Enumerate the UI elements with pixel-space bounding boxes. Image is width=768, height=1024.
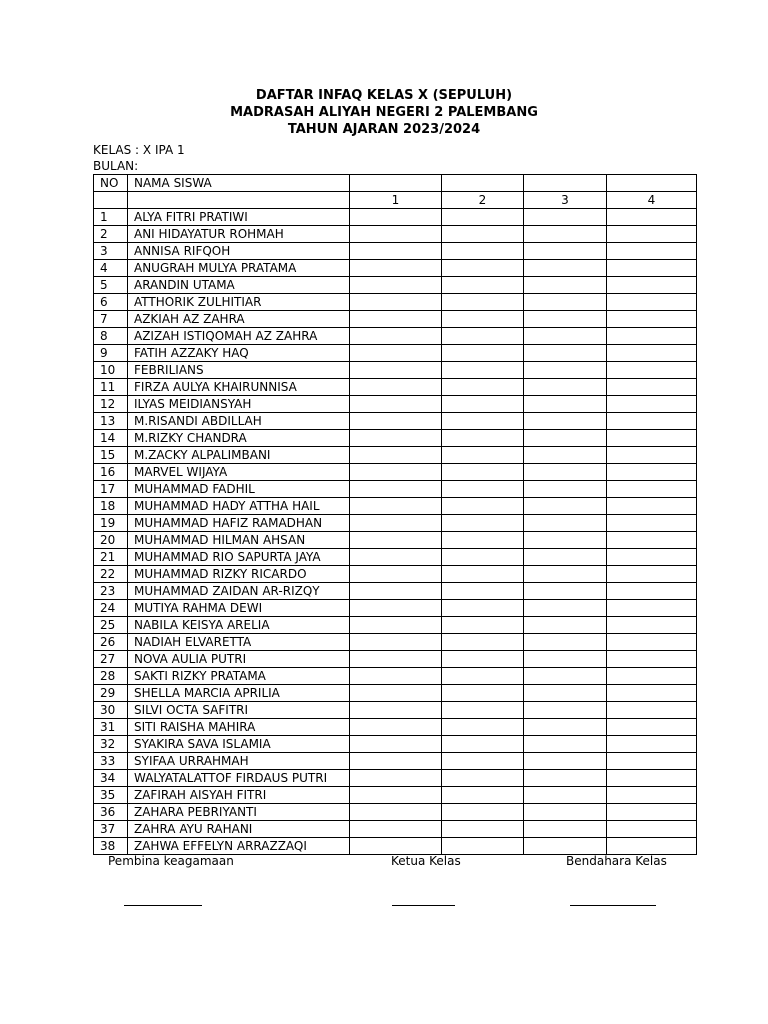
week-3-cell — [524, 498, 607, 515]
week-3-cell — [524, 379, 607, 396]
row-number: 26 — [94, 634, 128, 651]
table-cell — [524, 175, 607, 192]
row-number: 19 — [94, 515, 128, 532]
week-1-cell — [350, 532, 442, 549]
student-name: MUTIYA RAHMA DEWI — [128, 600, 350, 617]
student-name: FEBRILIANS — [128, 362, 350, 379]
table-row — [94, 753, 697, 770]
week-1-header: 1 — [350, 192, 442, 209]
row-number: 10 — [94, 362, 128, 379]
table-row — [94, 243, 697, 260]
row-number: 38 — [94, 838, 128, 855]
week-3-cell — [524, 685, 607, 702]
row-number: 5 — [94, 277, 128, 294]
week-2-cell — [442, 804, 524, 821]
week-4-cell — [607, 209, 697, 226]
table-row — [94, 209, 697, 226]
row-number: 6 — [94, 294, 128, 311]
row-number: 25 — [94, 617, 128, 634]
student-name: ANNISA RIFQOH — [128, 243, 350, 260]
week-4-cell — [607, 668, 697, 685]
week-4-cell — [607, 838, 697, 855]
student-name: ZAFIRAH AISYAH FITRI — [128, 787, 350, 804]
table-cell — [350, 175, 442, 192]
row-number: 36 — [94, 804, 128, 821]
signature-ketua-line — [392, 905, 455, 906]
week-1-cell — [350, 328, 442, 345]
row-number: 29 — [94, 685, 128, 702]
student-name: SILVI OCTA SAFITRI — [128, 702, 350, 719]
week-1-cell — [350, 770, 442, 787]
week-2-cell — [442, 583, 524, 600]
table-row — [94, 532, 697, 549]
row-number: 28 — [94, 668, 128, 685]
week-2-cell — [442, 430, 524, 447]
student-name: M.RISANDI ABDILLAH — [128, 413, 350, 430]
table-row — [94, 260, 697, 277]
week-4-cell — [607, 345, 697, 362]
week-1-cell — [350, 226, 442, 243]
week-2-cell — [442, 532, 524, 549]
week-1-cell — [350, 515, 442, 532]
student-name: MUHAMMAD FADHIL — [128, 481, 350, 498]
week-1-cell — [350, 498, 442, 515]
table-row — [94, 294, 697, 311]
signature-pembina-label: Pembina keagamaan — [108, 854, 234, 868]
row-number: 12 — [94, 396, 128, 413]
row-number: 27 — [94, 651, 128, 668]
week-3-header: 3 — [524, 192, 607, 209]
row-number: 30 — [94, 702, 128, 719]
week-2-header: 2 — [442, 192, 524, 209]
week-3-cell — [524, 209, 607, 226]
student-name: MUHAMMAD ZAIDAN AR-RIZQY — [128, 583, 350, 600]
student-name: MUHAMMAD RIO SAPURTA JAYA — [128, 549, 350, 566]
table-row — [94, 464, 697, 481]
week-3-cell — [524, 651, 607, 668]
student-name: ZAHARA PEBRIYANTI — [128, 804, 350, 821]
week-3-cell — [524, 464, 607, 481]
week-2-cell — [442, 668, 524, 685]
week-2-cell — [442, 396, 524, 413]
week-3-cell — [524, 481, 607, 498]
week-1-cell — [350, 804, 442, 821]
student-name: MUHAMMAD HAFIZ RAMADHAN — [128, 515, 350, 532]
week-2-cell — [442, 345, 524, 362]
week-4-cell — [607, 413, 697, 430]
week-3-cell — [524, 413, 607, 430]
week-3-cell — [524, 260, 607, 277]
table-cell — [128, 192, 350, 209]
week-4-cell — [607, 447, 697, 464]
week-2-cell — [442, 838, 524, 855]
week-3-cell — [524, 804, 607, 821]
week-2-cell — [442, 464, 524, 481]
student-name: ARANDIN UTAMA — [128, 277, 350, 294]
week-1-cell — [350, 617, 442, 634]
week-2-cell — [442, 702, 524, 719]
week-4-cell — [607, 515, 697, 532]
week-2-cell — [442, 209, 524, 226]
table-row — [94, 549, 697, 566]
student-name: FIRZA AULYA KHAIRUNNISA — [128, 379, 350, 396]
signature-pembina-line — [124, 905, 202, 906]
row-number: 32 — [94, 736, 128, 753]
table-row — [94, 821, 697, 838]
table-header-row — [94, 175, 697, 192]
week-1-cell — [350, 396, 442, 413]
week-1-cell — [350, 685, 442, 702]
week-4-cell — [607, 770, 697, 787]
table-row — [94, 226, 697, 243]
week-3-cell — [524, 277, 607, 294]
table-row — [94, 345, 697, 362]
student-name: MUHAMMAD HILMAN AHSAN — [128, 532, 350, 549]
student-name: ANI HIDAYATUR ROHMAH — [128, 226, 350, 243]
week-header-row — [94, 192, 697, 209]
week-4-cell — [607, 787, 697, 804]
student-name: ZAHWA EFFELYN ARRAZZAQI — [128, 838, 350, 855]
row-number: 3 — [94, 243, 128, 260]
week-1-cell — [350, 583, 442, 600]
title-line-1: DAFTAR INFAQ KELAS X (SEPULUH) — [255, 88, 513, 103]
week-4-cell — [607, 821, 697, 838]
header-no: NO — [94, 175, 128, 192]
week-2-cell — [442, 651, 524, 668]
row-number: 22 — [94, 566, 128, 583]
row-number: 34 — [94, 770, 128, 787]
week-2-cell — [442, 770, 524, 787]
week-2-cell — [442, 617, 524, 634]
week-1-cell — [350, 379, 442, 396]
student-name: WALYATALATTOF FIRDAUS PUTRI — [128, 770, 350, 787]
week-2-cell — [442, 515, 524, 532]
student-name: ANUGRAH MULYA PRATAMA — [128, 260, 350, 277]
week-4-cell — [607, 549, 697, 566]
row-number: 33 — [94, 753, 128, 770]
week-1-cell — [350, 821, 442, 838]
week-2-cell — [442, 719, 524, 736]
week-1-cell — [350, 294, 442, 311]
table-row — [94, 634, 697, 651]
week-1-cell — [350, 209, 442, 226]
week-3-cell — [524, 294, 607, 311]
table-row — [94, 498, 697, 515]
document-title — [0, 87, 768, 138]
week-2-cell — [442, 226, 524, 243]
week-4-cell — [607, 396, 697, 413]
table-row — [94, 515, 697, 532]
row-number: 20 — [94, 532, 128, 549]
table-row — [94, 413, 697, 430]
student-name: AZIZAH ISTIQOMAH AZ ZAHRA — [128, 328, 350, 345]
week-4-cell — [607, 651, 697, 668]
week-1-cell — [350, 362, 442, 379]
week-1-cell — [350, 651, 442, 668]
week-2-cell — [442, 600, 524, 617]
week-4-cell — [607, 498, 697, 515]
week-3-cell — [524, 430, 607, 447]
infaq-table — [93, 174, 697, 855]
week-2-cell — [442, 294, 524, 311]
student-name: AZKIAH AZ ZAHRA — [128, 311, 350, 328]
row-number: 37 — [94, 821, 128, 838]
week-1-cell — [350, 787, 442, 804]
week-4-cell — [607, 736, 697, 753]
week-3-cell — [524, 532, 607, 549]
student-name: M.RIZKY CHANDRA — [128, 430, 350, 447]
week-4-header: 4 — [607, 192, 697, 209]
week-2-cell — [442, 753, 524, 770]
student-name: ATTHORIK ZULHITIAR — [128, 294, 350, 311]
week-1-cell — [350, 447, 442, 464]
week-4-cell — [607, 804, 697, 821]
week-4-cell — [607, 617, 697, 634]
row-number: 7 — [94, 311, 128, 328]
table-row — [94, 430, 697, 447]
title-line-2: MADRASAH ALIYAH NEGERI 2 PALEMBANG — [230, 105, 538, 120]
week-2-cell — [442, 481, 524, 498]
week-3-cell — [524, 634, 607, 651]
week-3-cell — [524, 447, 607, 464]
table-row — [94, 617, 697, 634]
week-3-cell — [524, 549, 607, 566]
week-2-cell — [442, 549, 524, 566]
week-1-cell — [350, 736, 442, 753]
week-4-cell — [607, 260, 697, 277]
row-number: 11 — [94, 379, 128, 396]
row-number: 1 — [94, 209, 128, 226]
week-3-cell — [524, 243, 607, 260]
table-row — [94, 685, 697, 702]
table-cell — [607, 175, 697, 192]
week-4-cell — [607, 600, 697, 617]
table-row — [94, 668, 697, 685]
week-3-cell — [524, 362, 607, 379]
week-3-cell — [524, 226, 607, 243]
week-1-cell — [350, 634, 442, 651]
week-4-cell — [607, 464, 697, 481]
week-4-cell — [607, 362, 697, 379]
row-number: 14 — [94, 430, 128, 447]
table-row — [94, 838, 697, 855]
week-2-cell — [442, 566, 524, 583]
row-number: 15 — [94, 447, 128, 464]
week-4-cell — [607, 481, 697, 498]
row-number: 31 — [94, 719, 128, 736]
week-3-cell — [524, 838, 607, 855]
week-3-cell — [524, 600, 607, 617]
student-name: MARVEL WIJAYA — [128, 464, 350, 481]
week-3-cell — [524, 702, 607, 719]
week-2-cell — [442, 821, 524, 838]
week-2-cell — [442, 379, 524, 396]
month-label: BULAN: — [93, 159, 139, 173]
table-row — [94, 804, 697, 821]
row-number: 24 — [94, 600, 128, 617]
table-row — [94, 787, 697, 804]
row-number: 35 — [94, 787, 128, 804]
week-3-cell — [524, 345, 607, 362]
week-4-cell — [607, 753, 697, 770]
week-1-cell — [350, 464, 442, 481]
table-row — [94, 447, 697, 464]
student-name: NABILA KEISYA ARELIA — [128, 617, 350, 634]
week-2-cell — [442, 498, 524, 515]
student-name: FATIH AZZAKY HAQ — [128, 345, 350, 362]
row-number: 2 — [94, 226, 128, 243]
table-row — [94, 770, 697, 787]
student-name: SAKTI RIZKY PRATAMA — [128, 668, 350, 685]
week-3-cell — [524, 736, 607, 753]
table-row — [94, 311, 697, 328]
row-number: 16 — [94, 464, 128, 481]
student-name: MUHAMMAD HADY ATTHA HAIL — [128, 498, 350, 515]
week-1-cell — [350, 719, 442, 736]
student-name: SHELLA MARCIA APRILIA — [128, 685, 350, 702]
student-name: SITI RAISHA MAHIRA — [128, 719, 350, 736]
week-1-cell — [350, 668, 442, 685]
week-1-cell — [350, 753, 442, 770]
row-number: 21 — [94, 549, 128, 566]
week-1-cell — [350, 566, 442, 583]
week-2-cell — [442, 736, 524, 753]
week-2-cell — [442, 634, 524, 651]
table-row — [94, 362, 697, 379]
week-1-cell — [350, 430, 442, 447]
week-4-cell — [607, 430, 697, 447]
week-4-cell — [607, 634, 697, 651]
header-name: NAMA SISWA — [128, 175, 350, 192]
student-name: ALYA FITRI PRATIWI — [128, 209, 350, 226]
student-name: MUHAMMAD RIZKY RICARDO — [128, 566, 350, 583]
week-4-cell — [607, 311, 697, 328]
week-3-cell — [524, 396, 607, 413]
week-4-cell — [607, 702, 697, 719]
row-number: 17 — [94, 481, 128, 498]
week-1-cell — [350, 549, 442, 566]
table-row — [94, 651, 697, 668]
table-row — [94, 566, 697, 583]
row-number: 9 — [94, 345, 128, 362]
week-1-cell — [350, 600, 442, 617]
week-4-cell — [607, 243, 697, 260]
week-2-cell — [442, 447, 524, 464]
table-row — [94, 396, 697, 413]
table-row — [94, 702, 697, 719]
week-2-cell — [442, 260, 524, 277]
week-4-cell — [607, 566, 697, 583]
week-1-cell — [350, 311, 442, 328]
week-4-cell — [607, 685, 697, 702]
week-2-cell — [442, 243, 524, 260]
class-label: KELAS : X IPA 1 — [93, 143, 185, 157]
title-line-3: TAHUN AJARAN 2023/2024 — [287, 122, 481, 137]
table-row — [94, 719, 697, 736]
week-1-cell — [350, 260, 442, 277]
week-3-cell — [524, 583, 607, 600]
week-4-cell — [607, 277, 697, 294]
week-4-cell — [607, 226, 697, 243]
student-name: SYIFAA URRAHMAH — [128, 753, 350, 770]
row-number: 13 — [94, 413, 128, 430]
week-2-cell — [442, 277, 524, 294]
week-1-cell — [350, 277, 442, 294]
table-row — [94, 736, 697, 753]
week-3-cell — [524, 719, 607, 736]
week-4-cell — [607, 379, 697, 396]
student-name: NOVA AULIA PUTRI — [128, 651, 350, 668]
student-name: NADIAH ELVARETTA — [128, 634, 350, 651]
table-cell — [442, 175, 524, 192]
week-3-cell — [524, 617, 607, 634]
week-2-cell — [442, 787, 524, 804]
table-row — [94, 277, 697, 294]
week-4-cell — [607, 719, 697, 736]
week-4-cell — [607, 328, 697, 345]
week-3-cell — [524, 787, 607, 804]
signature-bendahara-line — [570, 905, 656, 906]
student-name: SYAKIRA SAVA ISLAMIA — [128, 736, 350, 753]
week-3-cell — [524, 328, 607, 345]
week-3-cell — [524, 515, 607, 532]
week-1-cell — [350, 345, 442, 362]
table-cell — [94, 192, 128, 209]
signature-bendahara-label: Bendahara Kelas — [566, 854, 667, 868]
row-number: 23 — [94, 583, 128, 600]
row-number: 4 — [94, 260, 128, 277]
week-3-cell — [524, 821, 607, 838]
week-3-cell — [524, 311, 607, 328]
table-row — [94, 379, 697, 396]
table-row — [94, 328, 697, 345]
student-name: ZAHRA AYU RAHANI — [128, 821, 350, 838]
week-4-cell — [607, 294, 697, 311]
row-number: 8 — [94, 328, 128, 345]
week-1-cell — [350, 413, 442, 430]
table-row — [94, 583, 697, 600]
week-2-cell — [442, 328, 524, 345]
week-4-cell — [607, 583, 697, 600]
week-3-cell — [524, 566, 607, 583]
week-3-cell — [524, 770, 607, 787]
week-3-cell — [524, 753, 607, 770]
week-1-cell — [350, 838, 442, 855]
table-row — [94, 600, 697, 617]
week-2-cell — [442, 311, 524, 328]
table-row — [94, 481, 697, 498]
week-4-cell — [607, 532, 697, 549]
week-1-cell — [350, 702, 442, 719]
week-2-cell — [442, 413, 524, 430]
week-1-cell — [350, 481, 442, 498]
week-2-cell — [442, 362, 524, 379]
signature-ketua-label: Ketua Kelas — [391, 854, 461, 868]
student-name: ILYAS MEIDIANSYAH — [128, 396, 350, 413]
row-number: 18 — [94, 498, 128, 515]
week-2-cell — [442, 685, 524, 702]
student-name: M.ZACKY ALPALIMBANI — [128, 447, 350, 464]
week-3-cell — [524, 668, 607, 685]
week-1-cell — [350, 243, 442, 260]
